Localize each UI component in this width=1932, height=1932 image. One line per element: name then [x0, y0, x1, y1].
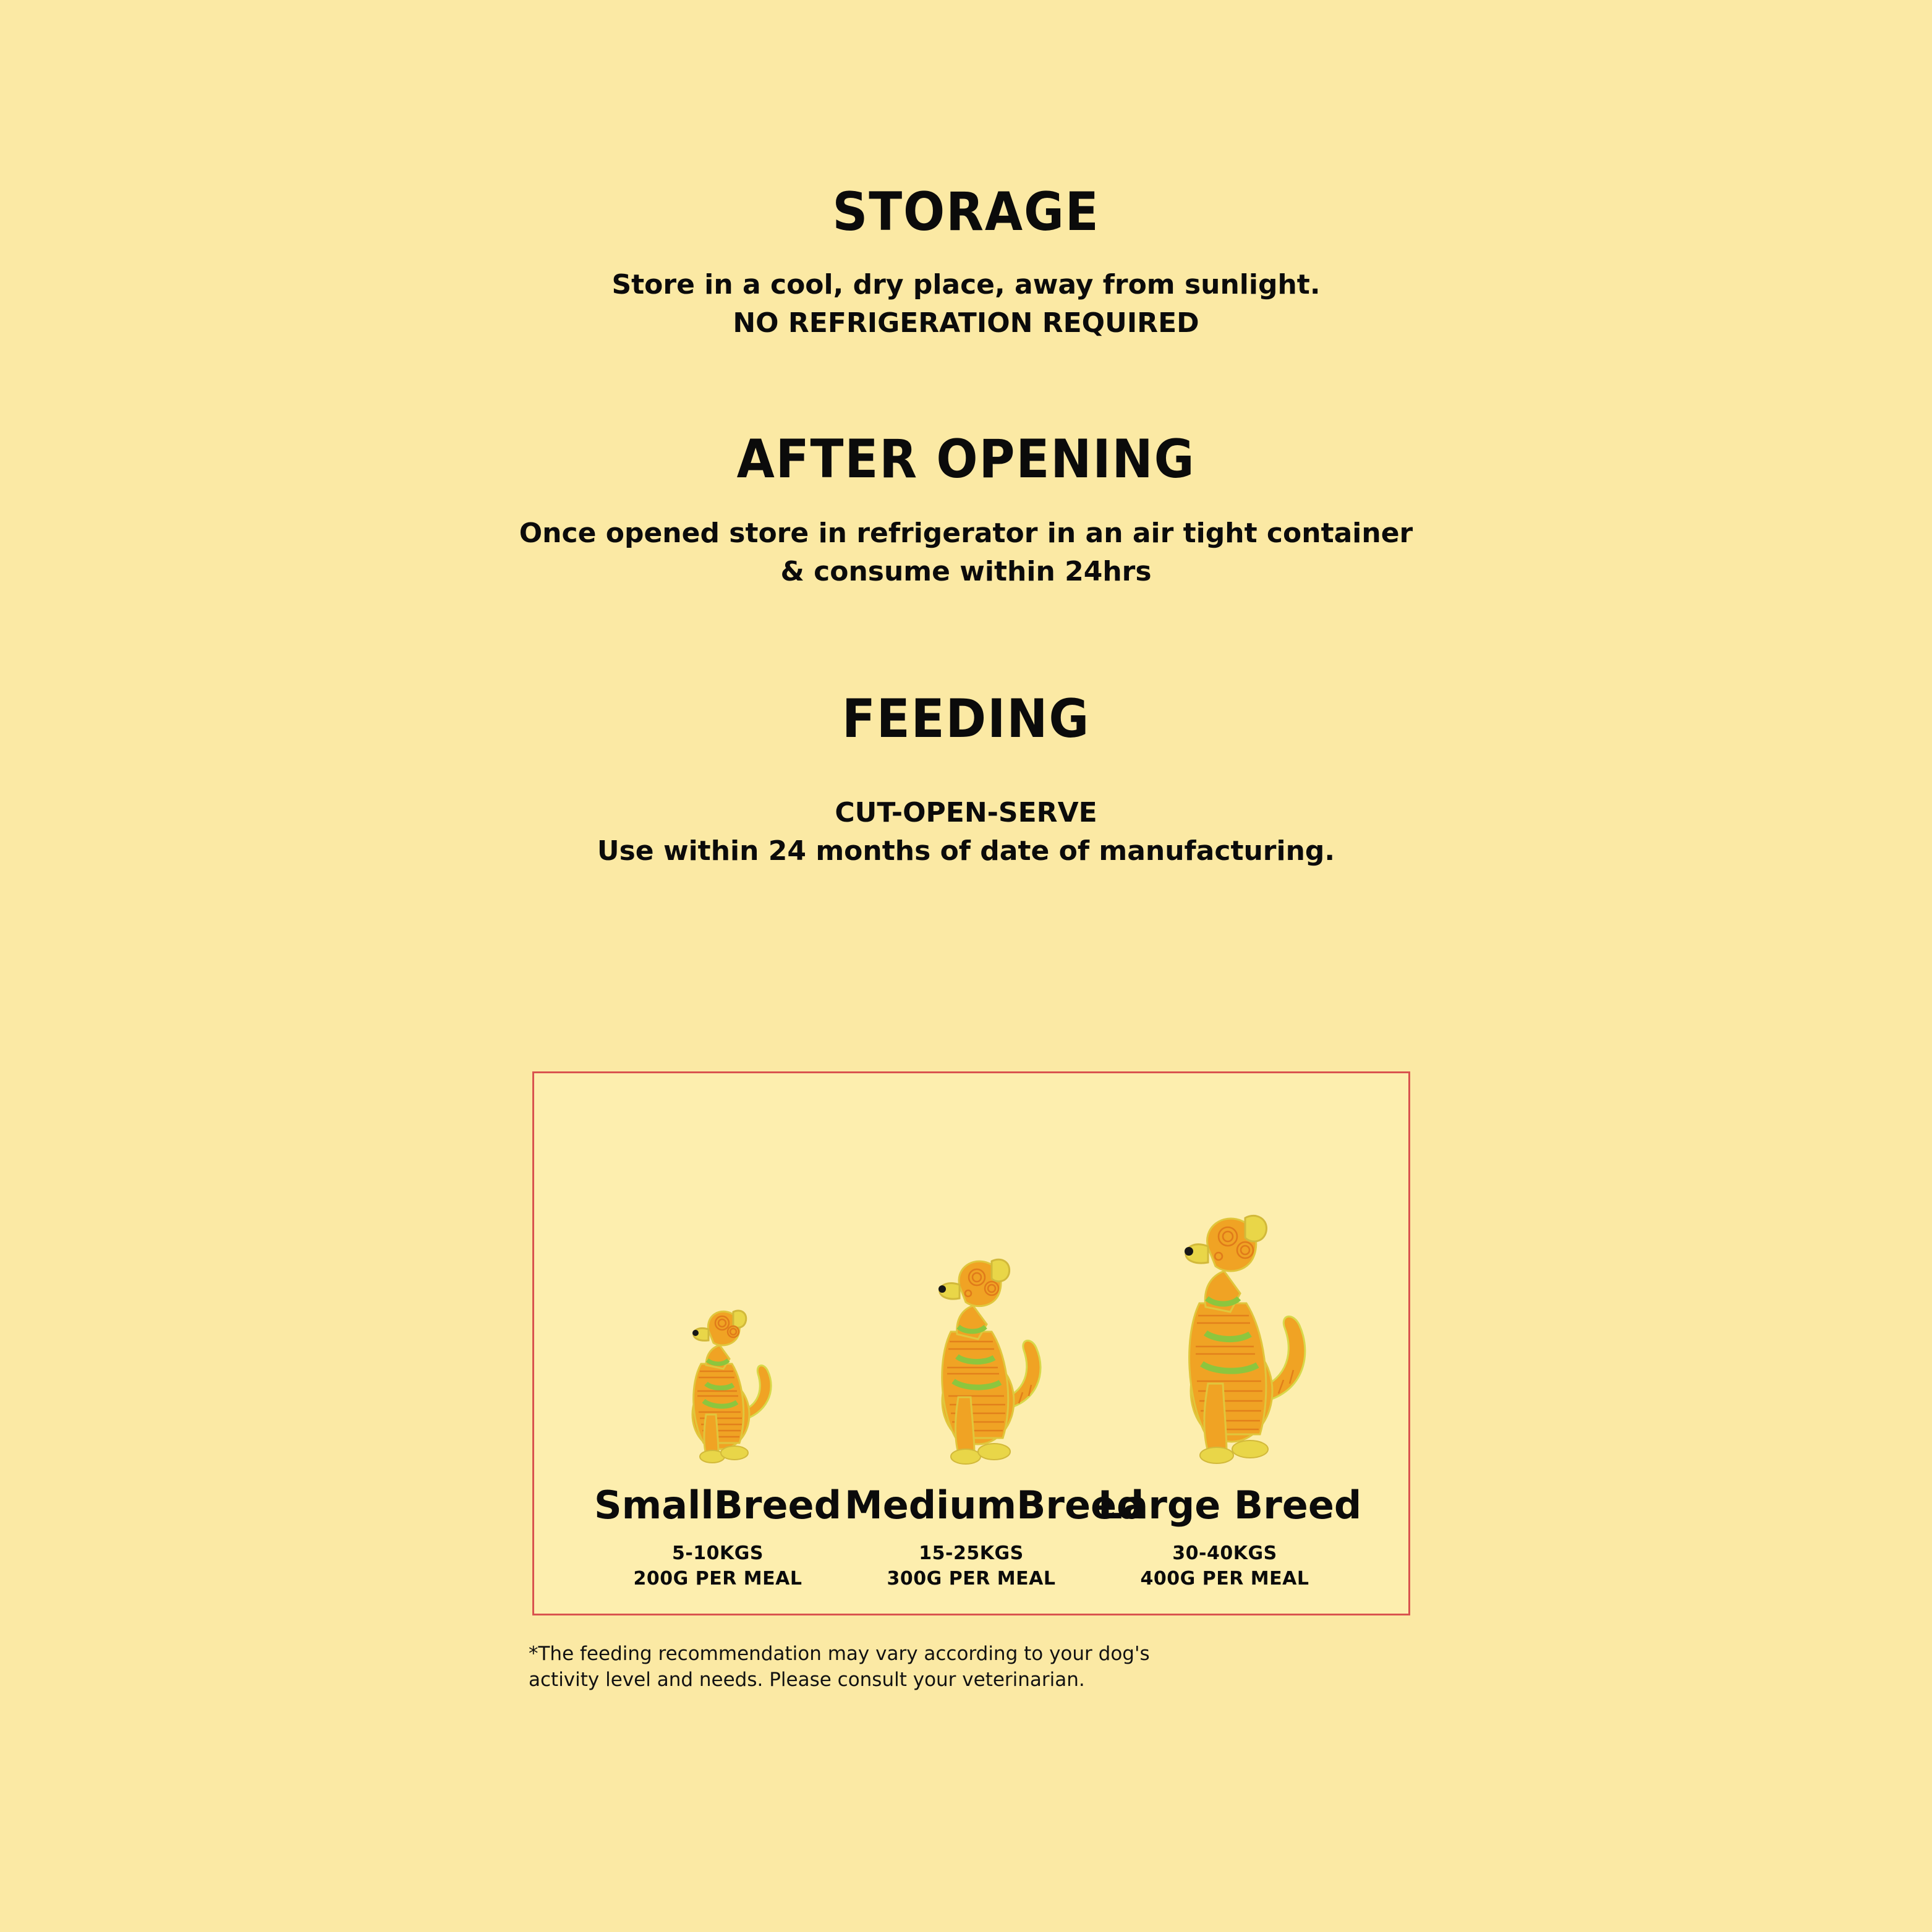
small-dog-icon-holder — [591, 1217, 845, 1476]
breed-weight: 5-10KGS — [671, 1543, 764, 1564]
storage-title: STORAGE — [832, 181, 1100, 243]
after-opening-line-2: & consume within 24hrs — [780, 556, 1152, 588]
feeding-body — [0, 794, 1932, 871]
large-dog-icon-holder — [1098, 1155, 1351, 1476]
small-dog-icon — [647, 1291, 789, 1476]
feeding-line-1: CUT-OPEN-SERVE — [835, 797, 1097, 828]
medium-dog-icon-holder — [845, 1186, 1098, 1476]
breed-item-large — [1098, 1155, 1362, 1591]
breed-name: SmallBreed — [594, 1482, 841, 1528]
breed-meal: 300G PER MEAL — [887, 1567, 1056, 1589]
storage-section — [0, 181, 1932, 343]
breed-list — [534, 1073, 1408, 1614]
breed-meal: 200G PER MEAL — [633, 1567, 802, 1589]
after-opening-section — [0, 428, 1932, 592]
breed-weight: 30-40KGS — [1172, 1543, 1277, 1564]
feeding-section — [0, 688, 1932, 871]
after-opening-title: AFTER OPENING — [736, 428, 1196, 490]
after-opening-line-1: Once opened store in refrigerator in an air tight container — [519, 517, 1413, 549]
feeding-title: FEEDING — [841, 688, 1091, 750]
storage-body — [0, 266, 1932, 343]
breed-meal: 400G PER MEAL — [1140, 1567, 1309, 1589]
footnote-line-1: *The feeding recommendation may vary according to your dog's — [529, 1643, 1150, 1665]
medium-dog-icon — [882, 1241, 1061, 1476]
breed-weight: 15-25KGS — [919, 1543, 1024, 1564]
breed-name: MediumBreed — [845, 1482, 1144, 1528]
after-opening-body — [0, 514, 1932, 592]
breed-name: Large Breed — [1098, 1482, 1362, 1528]
feeding-chart-box — [532, 1071, 1410, 1615]
storage-line-2: NO REFRIGERATION REQUIRED — [733, 307, 1199, 339]
feeding-line-2: Use within 24 months of date of manufacturing. — [597, 835, 1335, 867]
footnote — [529, 1641, 1332, 1693]
large-dog-icon — [1123, 1198, 1327, 1476]
footnote-line-2: activity level and needs. Please consult your veterinarian. — [529, 1668, 1085, 1691]
breed-item-small — [591, 1217, 845, 1591]
breed-item-medium — [845, 1186, 1144, 1591]
storage-line-1: Store in a cool, dry place, away from sunlight. — [611, 269, 1321, 300]
